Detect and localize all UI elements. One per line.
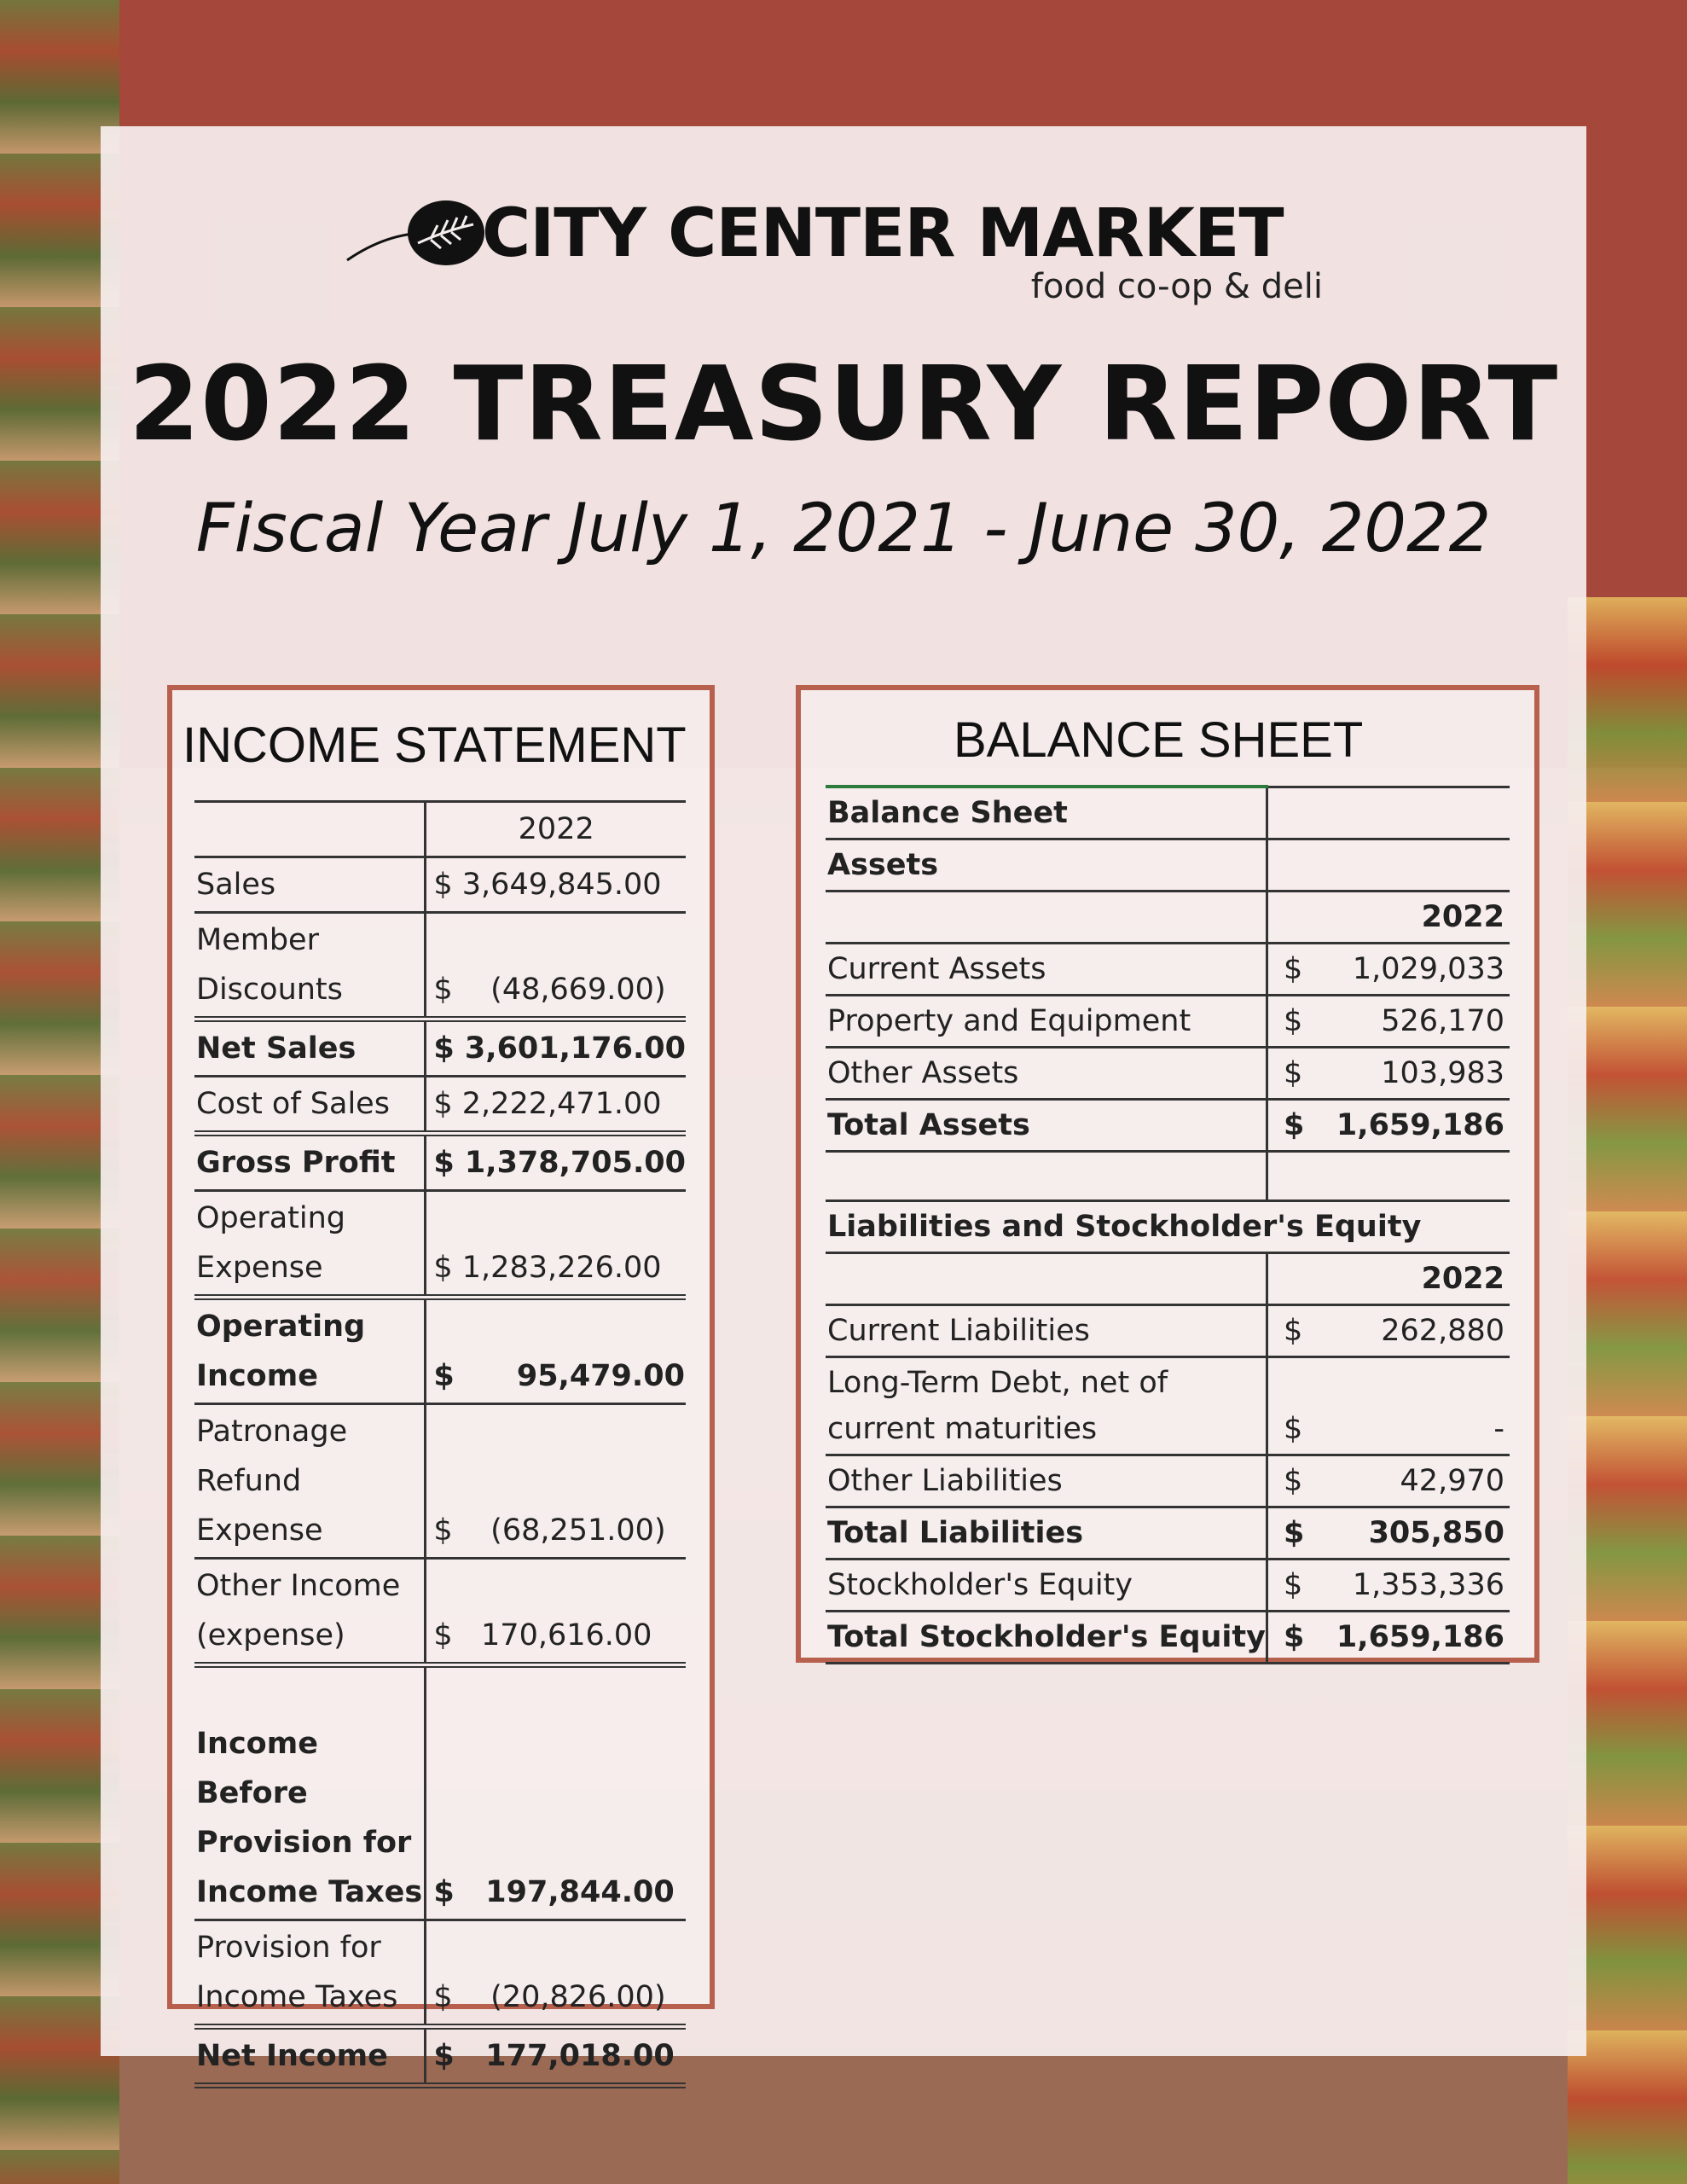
- currency-symbol: $: [1267, 1507, 1314, 1560]
- row-label: Patronage Refund Expense: [194, 1404, 426, 1559]
- row-label: Total Liabilities: [826, 1507, 1267, 1560]
- row-label: Property and Equipment: [826, 996, 1267, 1048]
- row-value: $ 197,844.00: [426, 1665, 686, 1920]
- brand-name: CITY CENTER MARKET: [482, 195, 1284, 272]
- income-statement-title: INCOME STATEMENT: [183, 717, 687, 773]
- balance-sheet-table: [826, 785, 1510, 1664]
- table-cell: [1314, 787, 1510, 839]
- table-cell: [826, 892, 1267, 944]
- row-label: Other Assets: [826, 1048, 1267, 1100]
- row-value: $ (20,826.00): [426, 1920, 686, 2027]
- row-label: Sales: [194, 857, 426, 913]
- table-row: [826, 1152, 1510, 1201]
- row-value: 262,880: [1314, 1305, 1510, 1357]
- currency-symbol: $: [1267, 1100, 1314, 1152]
- row-value: 103,983: [1314, 1048, 1510, 1100]
- assets-heading: Assets: [826, 839, 1267, 892]
- row-value: -: [1314, 1357, 1510, 1455]
- table-row: [826, 1612, 1510, 1664]
- row-label: Gross Profit: [194, 1134, 426, 1191]
- row-label: Member Discounts: [194, 913, 426, 1019]
- table-row: [826, 1100, 1510, 1152]
- table-row: [194, 857, 686, 913]
- row-label: Current Liabilities: [826, 1305, 1267, 1357]
- year-header: 2022: [426, 802, 686, 857]
- row-value: 1,659,186: [1314, 1100, 1510, 1152]
- table-cell: [1267, 892, 1314, 944]
- row-value: $ 3,649,845.00: [426, 857, 686, 913]
- balance-sheet-title: BALANCE SHEET: [954, 712, 1364, 768]
- row-value: $ 170,616.00: [426, 1559, 686, 1665]
- row-label: Long-Term Debt, net of current maturities: [826, 1357, 1267, 1455]
- table-row: [826, 892, 1510, 944]
- row-label: Net Sales: [194, 1019, 426, 1077]
- table-row: [826, 1455, 1510, 1507]
- row-label: Income Before Provision for Income Taxes: [194, 1665, 426, 1920]
- row-label: Other Income (expense): [194, 1559, 426, 1665]
- table-cell: [1267, 1253, 1314, 1305]
- row-label: Total Stockholder's Equity: [826, 1612, 1267, 1664]
- table-row: [826, 1048, 1510, 1100]
- table-row: [826, 1201, 1510, 1253]
- table-row: [826, 944, 1510, 996]
- row-value: $ (68,251.00): [426, 1404, 686, 1559]
- row-label: Provision for Income Taxes: [194, 1920, 426, 2027]
- table-cell: [1314, 1152, 1510, 1201]
- row-value: 1,353,336: [1314, 1560, 1510, 1612]
- row-label: Net Income: [194, 2027, 426, 2086]
- currency-symbol: $: [1267, 996, 1314, 1048]
- row-label: Operating Income: [194, 1298, 426, 1404]
- row-value: $ 1,283,226.00: [426, 1191, 686, 1298]
- table-row: [194, 1077, 686, 1134]
- currency-symbol: $: [1267, 1048, 1314, 1100]
- currency-symbol: $: [1267, 1357, 1314, 1455]
- table-row: [826, 1560, 1510, 1612]
- balance-sheet-heading: Balance Sheet: [826, 787, 1267, 839]
- row-value: 1,029,033: [1314, 944, 1510, 996]
- table-row: [194, 1559, 686, 1665]
- table-row: [194, 1191, 686, 1298]
- row-value: 42,970: [1314, 1455, 1510, 1507]
- table-cell: [194, 802, 426, 857]
- currency-symbol: $: [1267, 1560, 1314, 1612]
- row-value: 526,170: [1314, 996, 1510, 1048]
- row-value: $ 177,018.00: [426, 2027, 686, 2086]
- brand-logo: [345, 192, 1335, 311]
- currency-symbol: $: [1267, 944, 1314, 996]
- row-label: Operating Expense: [194, 1191, 426, 1298]
- report-subtitle: Fiscal Year July 1, 2021 - June 30, 2022: [195, 491, 1492, 567]
- table-row: [194, 2027, 686, 2086]
- row-value: $ 95,479.00: [426, 1298, 686, 1404]
- table-row: [826, 1305, 1510, 1357]
- report-title: 2022 TREASURY REPORT: [128, 346, 1559, 464]
- table-row: [826, 787, 1510, 839]
- table-row: [826, 1507, 1510, 1560]
- row-value: $ 2,222,471.00: [426, 1077, 686, 1134]
- row-label: Other Liabilities: [826, 1455, 1267, 1507]
- year-header: 2022: [1314, 1253, 1510, 1305]
- table-row: [194, 1134, 686, 1191]
- row-value: 305,850: [1314, 1507, 1510, 1560]
- row-label: Cost of Sales: [194, 1077, 426, 1134]
- table-cell: [1267, 787, 1314, 839]
- currency-symbol: $: [1267, 1455, 1314, 1507]
- row-value: $ (48,669.00): [426, 913, 686, 1019]
- row-value: 1,659,186: [1314, 1612, 1510, 1664]
- brand-tagline: food co-op & deli: [1030, 267, 1323, 306]
- table-row: [194, 1404, 686, 1559]
- row-value: $ 3,601,176.00: [426, 1019, 686, 1077]
- currency-symbol: $: [1267, 1612, 1314, 1664]
- table-cell: [826, 1152, 1267, 1201]
- table-cell: [1314, 839, 1510, 892]
- table-cell: [1267, 1152, 1314, 1201]
- liabilities-heading: Liabilities and Stockholder's Equity: [826, 1201, 1510, 1253]
- table-row: [194, 1019, 686, 1077]
- currency-symbol: $: [1267, 1305, 1314, 1357]
- row-value: $ 1,378,705.00: [426, 1134, 686, 1191]
- table-cell: [1267, 839, 1314, 892]
- table-row: [194, 913, 686, 1019]
- row-label: Stockholder's Equity: [826, 1560, 1267, 1612]
- table-cell: [826, 1253, 1267, 1305]
- table-row: [194, 1665, 686, 1920]
- income-statement-table: [194, 800, 686, 2088]
- row-label: Total Assets: [826, 1100, 1267, 1152]
- table-row: [826, 1253, 1510, 1305]
- table-row: [826, 1357, 1510, 1455]
- table-row: [194, 802, 686, 857]
- table-row: [194, 1298, 686, 1404]
- year-header: 2022: [1314, 892, 1510, 944]
- table-row: [826, 839, 1510, 892]
- row-label: Current Assets: [826, 944, 1267, 996]
- table-row: [194, 1920, 686, 2027]
- table-row: [826, 996, 1510, 1048]
